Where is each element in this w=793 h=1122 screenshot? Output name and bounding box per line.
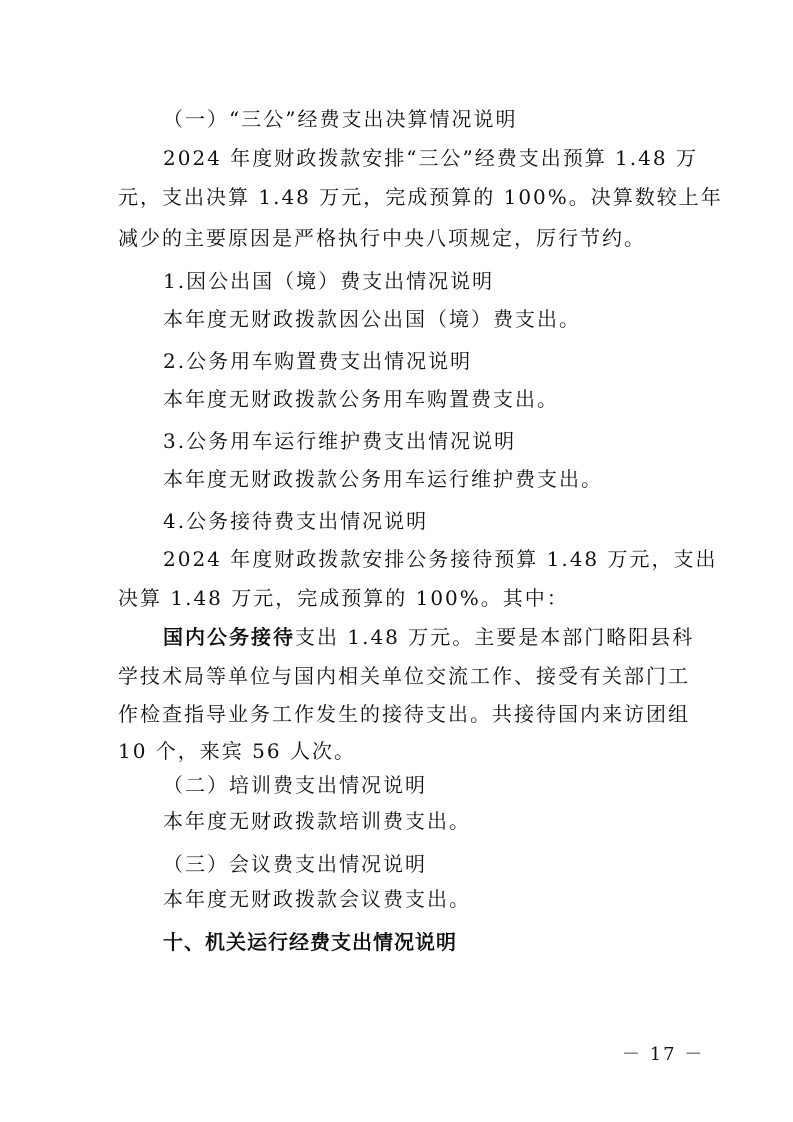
bold-term: 国内公务接待 [163, 625, 295, 649]
section-heading-ten: 十、机关运行经费支出情况说明 [163, 930, 457, 954]
paragraph-text: 支出 1.48 万元。主要是本部门略阳县科 [295, 625, 695, 649]
section-heading-training: （二）培训费支出情况说明 [163, 773, 427, 797]
paragraph-line: 作检查指导业务工作发生的接待支出。共接待国内来访团组 [118, 702, 690, 726]
item-text-2: 本年度无财政拨款公务用车购置费支出。 [163, 387, 559, 411]
paragraph-line: 2024 年度财政拨款安排“三公”经费支出预算 1.48 万 [163, 146, 698, 170]
paragraph-line: 学技术局等单位与国内相关单位交流工作、接受有关部门工 [118, 664, 690, 688]
section-text-training: 本年度无财政拨款培训费支出。 [163, 809, 471, 833]
page-number: － 17 － [622, 1044, 705, 1065]
section-heading-meeting: （三）会议费支出情况说明 [163, 852, 427, 876]
paragraph-line [163, 624, 694, 650]
item-text-1: 本年度无财政拨款因公出国（境）费支出。 [163, 307, 581, 331]
item-heading-3: 3.公务用车运行维护费支出情况说明 [163, 429, 517, 453]
paragraph-line: 元，支出决算 1.48 万元，完成预算的 100%。决算数较上年 [118, 185, 723, 209]
item-heading-2: 2.公务用车购置费支出情况说明 [163, 349, 473, 373]
item-text-3: 本年度无财政拨款公务用车运行维护费支出。 [163, 467, 603, 491]
paragraph-line: 2024 年度财政拨款安排公务接待预算 1.48 万元，支出 [163, 547, 718, 571]
item-heading-1: 1.因公出国（境）费支出情况说明 [163, 269, 495, 293]
paragraph-line: 10 个，来宾 56 人次。 [118, 739, 356, 763]
paragraph-line: 减少的主要原因是严格执行中央八项规定，厉行节约。 [118, 226, 646, 250]
paragraph-line: 决算 1.48 万元，完成预算的 100%。其中： [118, 586, 569, 610]
section-text-meeting: 本年度无财政拨款会议费支出。 [163, 887, 471, 911]
section-heading-sangong: （一）“三公”经费支出决算情况说明 [163, 107, 518, 131]
item-heading-4: 4.公务接待费支出情况说明 [163, 509, 429, 533]
